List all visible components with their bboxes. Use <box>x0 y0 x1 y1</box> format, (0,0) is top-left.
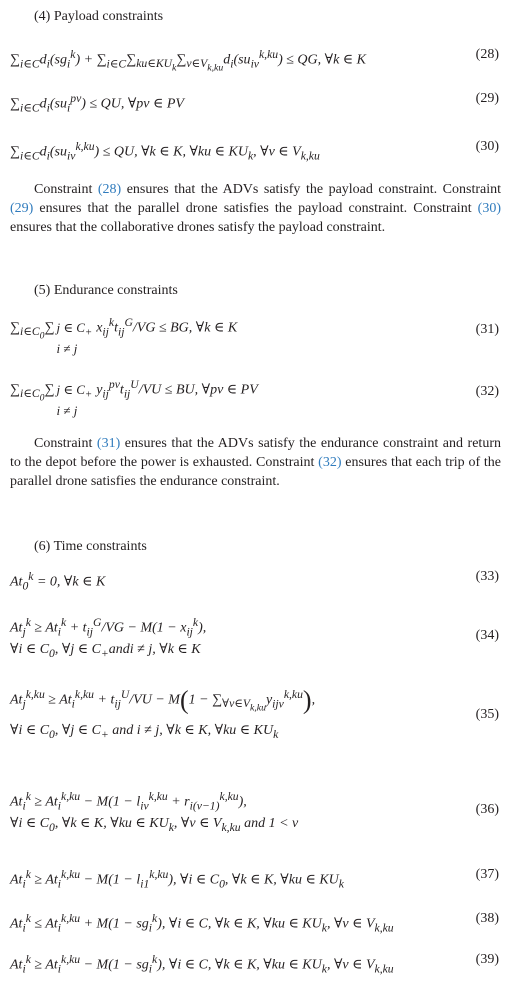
equation-36-body: $At_i^k \ge At_i^{k,ku} - M(1 - l_{iv}^{k,ku} + r_{i(v-1)}^{k,ku})$, ∀i ∈ $C_0$, ∀k ∈ K, ∀ku ∈ $KU_k$, ∀v ∈ $V_{k,ku}$ and 1 < v <box>10 790 299 835</box>
equation-31-number: (31) <box>475 322 499 337</box>
equation-33-number: (33) <box>475 569 499 584</box>
equation-30-body: $\sum_{i\in C}d_i(su_{iv}^{k,ku})$ ≤ QU, ∀k ∈ K, ∀ku ∈ $KU_k$, ∀v ∈ $V_{k,ku}$ <box>10 140 320 163</box>
equation-38-body: $At_i^k \le At_i^{k,ku} + M(1 - sg_i^k)$, ∀i ∈ C, ∀k ∈ K, ∀ku ∈ $KU_k$, ∀v ∈ $V_{k,ku}$ <box>10 912 394 935</box>
equation-35-number: (35) <box>475 707 499 722</box>
equation-37-body: $At_i^k \ge At_i^{k,ku} - M(1 - l_{i1}^{k,ku})$, ∀i ∈ $C_0$, ∀k ∈ K, ∀ku ∈ $KU_k$ <box>10 868 344 891</box>
equation-33-body: $At_0^k = 0$, ∀k ∈ K <box>10 570 106 593</box>
equation-39-body: $At_i^k \ge At_i^{k,ku} - M(1 - sg_i^k)$, ∀i ∈ C, ∀k ∈ K, ∀ku ∈ $KU_k$, ∀v ∈ $V_{k,ku}$ <box>10 953 394 976</box>
equation-30-number: (30) <box>475 139 499 154</box>
equation-28-body: $\sum_{i\in C}d_i(sg_i^k) + \sum_{i\in C}\sum_{ku\in KU_k}\sum_{v\in V_{k,ku}}d_i(su_{iv}^{k,ku})$ ≤ QG, ∀k ∈ K <box>10 48 367 74</box>
equation-36 <box>10 788 499 836</box>
equation-32-number: (32) <box>475 384 499 399</box>
equation-34 <box>10 614 499 662</box>
equation-34-body: $At_j^k \ge At_i^k + t_{ij}^G/VG - M(1 - x_{ij}^k)$, ∀i ∈ $C_0$, ∀j ∈ $C_+andi \ne j$, ∀k ∈ K <box>10 616 207 661</box>
ref-link-30[interactable]: (30) <box>477 201 501 216</box>
section-heading-endurance: (5) Endurance constraints <box>34 283 178 298</box>
equation-39-number: (39) <box>475 952 499 967</box>
equation-31-body: $\sum_{i\in C_0}\sum$ j ∈ $C_+$ $i \ne jx_{ij}^kt_{ij}^G/VG$ ≤ BG, ∀k ∈ K <box>10 316 238 356</box>
equation-37-number: (37) <box>475 867 499 882</box>
equation-32-body: $\sum_{i\in C_0}\sum$ j ∈ $C_+$ $i \ne jy_{ij}^{pv}t_{ij}^U/VU$ ≤ BU, ∀pv ∈ PV <box>10 378 258 418</box>
paragraph-payload: Constraint (28) ensures that the ADVs satisfy the payload constraint. Constraint (29) ensures that the parallel drone satisfies the payload constraint. Constraint (30) ensures that the collaborative drones satisfy the payload constraint. <box>10 182 501 235</box>
equation-35 <box>10 686 499 746</box>
equation-32 <box>10 376 499 420</box>
equation-29-body: $\sum_{i\in C}d_i(su_i^{pv})$ ≤ QU, ∀pv ∈ PV <box>10 92 184 115</box>
equation-38-number: (38) <box>475 911 499 926</box>
section-heading-payload: (4) Payload constraints <box>34 9 164 24</box>
equation-36-number: (36) <box>475 802 499 817</box>
ref-link-28[interactable]: (28) <box>97 182 122 197</box>
ref-link-31[interactable]: (31) <box>96 436 121 451</box>
equation-35-body: $At_j^{k,ku} \ge At_i^{k,ku} + t_{ij}^U/VU - M(1 - \sum_{\forall v\in V_{k,ku}}y_{ijv}^{k,ku})$, ∀i ∈ $C_0$, ∀j ∈ $C_+$ and i ≠ j, ∀k ∈ K, ∀ku ∈ $KU_k$ <box>10 685 316 741</box>
equation-28-number: (28) <box>475 47 499 62</box>
section-heading-time: (6) Time constraints <box>34 539 147 554</box>
equation-29-number: (29) <box>475 91 499 106</box>
paragraph-endurance: Constraint (31) ensures that the ADVs satisfy the endurance constraint and return to the depot before the power is exhausted. Constraint (32) ensures that each trip of the parallel drone satisfies the endurance constraint. <box>10 436 502 489</box>
equation-34-number: (34) <box>475 628 499 643</box>
equation-31 <box>10 314 499 358</box>
ref-link-29[interactable]: (29) <box>10 201 34 216</box>
ref-link-32[interactable]: (32) <box>318 455 342 470</box>
